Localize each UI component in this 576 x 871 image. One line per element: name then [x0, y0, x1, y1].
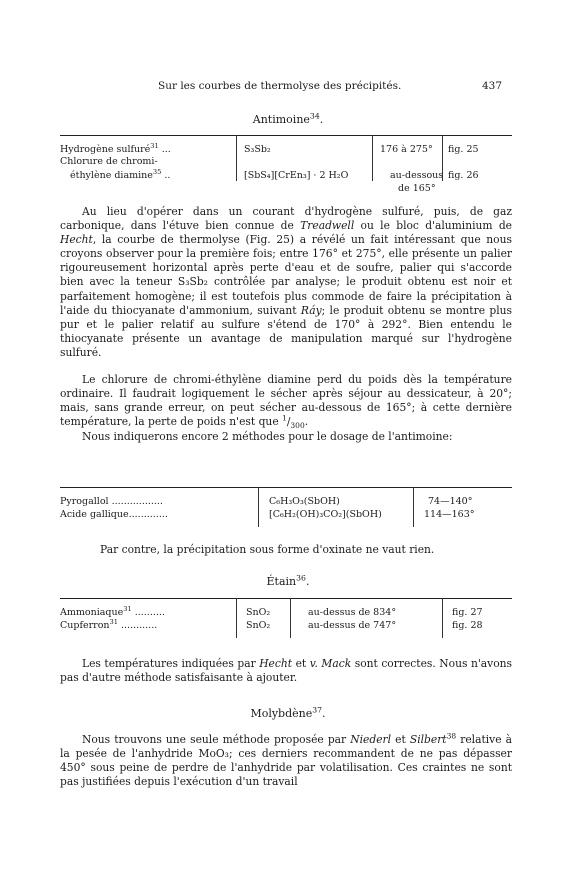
section-title: Molybdène [250, 707, 313, 720]
table-cell-figure: fig. 25 [448, 144, 479, 155]
table-column-divider [442, 598, 443, 638]
body-paragraph: Nous indiquerons encore 2 méthodes pour le dosage de l'antimoine: [82, 430, 453, 443]
table-cell-figure: fig. 26 [448, 170, 479, 181]
table-cell-formula: C₆H₃O₃(SbOH) [269, 496, 340, 507]
table-cell-temperature: au-dessus de 747° [308, 620, 397, 631]
table-cell-figure: fig. 28 [452, 620, 483, 631]
table-column-divider [413, 487, 414, 527]
body-paragraph: Nous trouvons une seule méthode proposée par Niederl et Silbert$^{38}$ relative à la pesée de l'anhydride MoO₃; ces derniers recommandent de ne pas dépasser 450° sous peine de perdre de l'anhydride par volatilisation. Ces craintes ne sont pas justifiées depuis l'exécution d'un travail [60, 731, 512, 789]
body-paragraph: Les températures indiquées par Hecht et v. Mack sont correctes. Nous n'avons pas d'autre méthode satisfaisante à ajouter. [60, 657, 512, 685]
table-cell-formula: S₃Sb₂ [244, 144, 271, 155]
table-cell-temperature: au-dessus de 834° [308, 607, 397, 618]
section-heading-antimoine: Antimoine$^{34}$. [252, 111, 324, 126]
section-heading-etain: Étain$^{36}$. [266, 573, 310, 588]
table-cell-reagent: Cupferron$^{31}$ ............ [60, 617, 158, 631]
section-title: Antimoine [252, 113, 310, 126]
table-top-rule [60, 135, 512, 136]
footnote-ref: 37 [312, 705, 323, 715]
running-title: Sur les courbes de thermolyse des précipités. [158, 80, 402, 92]
table-top-rule [60, 598, 512, 599]
table-cell-figure: fig. 27 [452, 607, 483, 618]
section-title: Étain [266, 575, 297, 588]
body-paragraph: Par contre, la précipitation sous forme d'oxinate ne vaut rien. [100, 543, 435, 556]
table-cell-temperature: de 165° [398, 183, 436, 194]
table-cell-reagent: Pyrogallol ................. [60, 496, 163, 507]
table-cell-temperature: 176 à 275° [380, 144, 433, 155]
table-cell-reagent: éthylène diamine$^{35}$ .. [70, 167, 171, 181]
table-cell-formula: SnO₂ [246, 607, 271, 618]
table-cell-temperature: 114—163° [424, 509, 475, 520]
table-cell-temperature: au-dessous [390, 170, 444, 181]
table-top-rule [60, 487, 512, 488]
footnote-ref: 34 [309, 111, 320, 121]
table-cell-reagent: Ammoniaque$^{31}$ .......... [60, 604, 165, 618]
body-paragraph: Au lieu d'opérer dans un courant d'hydrogène sulfuré, puis, de gaz carbonique, dans l'étuve bien connue de Treadwell ou le bloc d'aluminium de Hecht, la courbe de thermolyse (Fig. 25) a révélé un fait intéressant que nous croyons observer pour la première fois; entre 176° et 275°, elle présente un palier rigoureusement horizontal après perte d'eau et de soufre, palier qui s'accorde bien avec la teneur S₃Sb₂ contrôlée par analyse; le produit obtenu est noir et parfaitement homogène; il est toutefois plus commode de faire la précipitation à l'aide du thiocyanate d'ammonium, suivant Ráy; le produit obtenu se montre plus pur et le palier relatif au sulfure s'étend de 170° à 292°. Bien entendu le thiocyanate présente un avantage de manipulation marqué sur l'hydrogène sulfuré. [60, 205, 512, 359]
table-cell-reagent: Acide gallique............. [60, 509, 168, 520]
table-column-divider [236, 135, 237, 181]
page-number: 437 [482, 80, 503, 92]
table-cell-temperature: 74—140° [428, 496, 473, 507]
table-cell-formula: [SbS₄][CrEn₃] · 2 H₂O [244, 170, 349, 181]
table-column-divider [236, 598, 237, 638]
table-cell-formula: [C₆H₂(OH)₃CO₂](SbOH) [269, 509, 382, 520]
section-heading-molybdene: Molybdène$^{37}$. [250, 705, 326, 720]
table-column-divider [372, 135, 373, 181]
footnote-ref: 36 [296, 573, 306, 583]
table-column-divider [258, 487, 259, 527]
body-paragraph: Le chlorure de chromi-éthylène diamine perd du poids dès la température ordinaire. Il faudrait logiquement le sécher après séjour au dessicateur, à 20°; mais, sans grande erreur, on peut sécher au-dessous de 165°; à cette dernière température, la perte de poids n'est que $^1/_{300}$. [60, 373, 512, 431]
table-column-divider [290, 598, 291, 638]
table-cell-reagent: Hydrogène sulfuré$^{31}$ ... [60, 141, 171, 155]
table-cell-formula: SnO₂ [246, 620, 271, 631]
table-cell-reagent: Chlorure de chromi- [60, 156, 158, 167]
